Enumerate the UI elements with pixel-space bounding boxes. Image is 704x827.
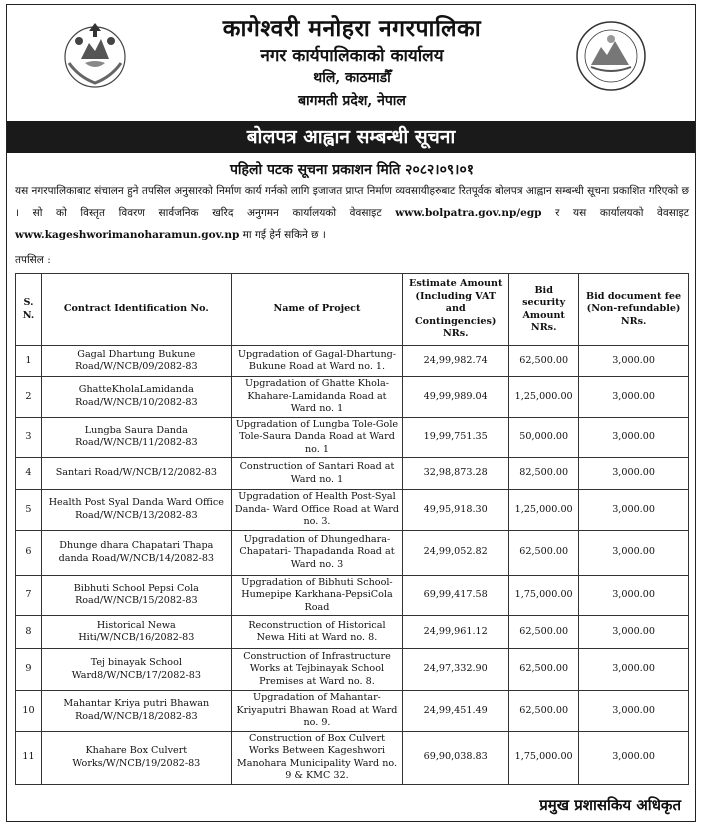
intro-paragraph [15,180,689,246]
cell-fee: 3,000.00 [579,530,689,575]
cell-contract: Santari Road/W/NCB/12/2082-83 [41,458,231,490]
office-location: थलि, काठमाडौँ [313,70,391,86]
cell-sn: 10 [16,691,42,732]
table-row [16,458,689,490]
cell-estimate: 69,99,417.58 [403,575,509,616]
cell-security: 1,25,000.00 [509,377,579,418]
cell-fee: 3,000.00 [579,417,689,458]
cell-project: Upgradation of Health Post-Syal Danda- Ward Office Road at Ward no. 3. [231,490,403,531]
cell-estimate: 24,99,451.49 [403,691,509,732]
cell-project: Upgradation of Ghatte Khola-Khahare-Lamidanda Road at Ward no. 1 [231,377,403,418]
cell-contract: Health Post Syal Danda Ward Office Road/W/NCB/13/2082-83 [41,490,231,531]
cell-estimate: 24,99,982.74 [403,346,509,377]
cell-sn: 9 [16,649,42,691]
table-row [16,530,689,575]
municipality-name: कागेश्वरी मनोहरा नगरपालिका [222,15,482,42]
cell-sn: 11 [16,731,42,784]
cell-sn: 3 [16,417,42,458]
header-project: Name of Project [231,274,403,346]
cell-security: 50,000.00 [509,417,579,458]
cell-security: 62,500.00 [509,649,579,691]
cell-sn: 8 [16,616,42,649]
schedule-label: तपसिल : [15,254,51,266]
cell-sn: 2 [16,377,42,418]
cell-sn: 1 [16,346,42,377]
cell-project: Upgradation of Bibhuti School-Humepipe Karkhana-PepsiCola Road [231,575,403,616]
office-province: बागमती प्रदेश, नेपाल [298,93,406,109]
cell-fee: 3,000.00 [579,490,689,531]
table-row [16,616,689,649]
header-estimate: Estimate Amount (Including VAT and Contingencies) NRs. [403,274,509,346]
signature-title: प्रमुख प्रशासकिय अधिकृत [539,796,681,814]
table-row [16,731,689,784]
cell-security: 82,500.00 [509,458,579,490]
cell-estimate: 49,95,918.30 [403,490,509,531]
cell-contract: Historical Newa Hiti/W/NCB/16/2082-83 [41,616,231,649]
cell-security: 62,500.00 [509,530,579,575]
table-row [16,417,689,458]
cell-sn: 6 [16,530,42,575]
cell-fee: 3,000.00 [579,377,689,418]
cell-estimate: 24,99,052.82 [403,530,509,575]
header-fee: Bid document fee (Non-refundable) NRs. [579,274,689,346]
cell-fee: 3,000.00 [579,691,689,732]
cell-contract: GhatteKholaLamidanda Road/W/NCB/10/2082-83 [41,377,231,418]
cell-security: 62,500.00 [509,616,579,649]
cell-contract: Mahantar Kriya putri Bhawan Road/W/NCB/18/2082-83 [41,691,231,732]
cell-project: Upgradation of Gagal-Dhartung-Bukune Road at Ward no. 1. [231,346,403,377]
cell-contract: Dhunge dhara Chapatari Thapa danda Road/W/NCB/14/2082-83 [41,530,231,575]
cell-fee: 3,000.00 [579,346,689,377]
header-contract: Contract Identification No. [41,274,231,346]
header-security: Bid security Amount NRs. [509,274,579,346]
cell-estimate: 19,99,751.35 [403,417,509,458]
cell-security: 62,500.00 [509,691,579,732]
cell-fee: 3,000.00 [579,616,689,649]
cell-project: Upgradation of Lungba Tole-Gole Tole-Saura Danda Road at Ward no. 1 [231,417,403,458]
cell-fee: 3,000.00 [579,575,689,616]
cell-estimate: 49,99,989.04 [403,377,509,418]
table-row [16,490,689,531]
cell-security: 1,75,000.00 [509,731,579,784]
bid-table [15,273,689,785]
intro-text-1: यस नगरपालिकाबाट संचालन हुने तपसिल अनुसारको निर्माण कार्य गर्नको लागि इजाजत प्राप्त निर्माण व्यवसायीहरुबाट रितपूर्वक बोलपत्र आह्वान सम्बन्धी सूचना प्रकाशित गरिएको छ । सो को विस्तृत विवरण सार्वजनिक खरिद अनुगमन कार्यालयको वेवसाइट [15,185,689,219]
table-row [16,575,689,616]
notice-banner: बोलपत्र आह्वान सम्बन्धी सूचना [7,121,695,153]
notice-page [6,4,696,822]
intro-text-2: र यस कार्यालयको वेवसाइट [555,207,689,219]
cell-contract: Tej binayak School Ward8/W/NCB/17/2082-83 [41,649,231,691]
cell-project: Construction of Santari Road at Ward no. 1 [231,458,403,490]
cell-fee: 3,000.00 [579,458,689,490]
cell-sn: 4 [16,458,42,490]
cell-contract: Bibhuti School Pepsi Cola Road/W/NCB/15/2082-83 [41,575,231,616]
cell-fee: 3,000.00 [579,649,689,691]
cell-estimate: 24,99,961.12 [403,616,509,649]
table-row [16,346,689,377]
cell-project: Construction of Box Culvert Works Between Kageshwori Manohara Municipality Ward no. 9 & KMC 32. [231,731,403,784]
cell-estimate: 69,90,038.83 [403,731,509,784]
cell-estimate: 32,98,873.28 [403,458,509,490]
cell-sn: 7 [16,575,42,616]
office-name: नगर कार्यपालिकाको कार्यालय [260,46,444,66]
municipality-website-link[interactable]: www.kageshworimanoharamun.gov.np [15,229,240,241]
table-header-row [16,274,689,346]
table-row [16,691,689,732]
cell-estimate: 24,97,332.90 [403,649,509,691]
cell-contract: Khahare Box Culvert Works/W/NCB/19/2082-83 [41,731,231,784]
cell-project: Upgradation of Dhungedhara-Chapatari- Thapadanda Road at Ward no. 3 [231,530,403,575]
header-sn: S. N. [16,274,42,346]
cell-security: 1,25,000.00 [509,490,579,531]
cell-contract: Gagal Dhartung Bukune Road/W/NCB/09/2082-83 [41,346,231,377]
cell-contract: Lungba Saura Danda Road/W/NCB/11/2082-83 [41,417,231,458]
cell-sn: 5 [16,490,42,531]
cell-fee: 3,000.00 [579,731,689,784]
table-row [16,649,689,691]
cell-project: Reconstruction of Historical Newa Hiti at Ward no. 8. [231,616,403,649]
cell-project: Construction of Infrastructure Works at Tejbinayak School Premises at Ward no. 8. [231,649,403,691]
egp-website-link[interactable]: www.bolpatra.gov.np/egp [395,207,542,219]
cell-project: Upgradation of Mahantar-Kriyaputri Bhawan Road at Ward no. 9. [231,691,403,732]
intro-text-3: मा गई हेर्न सकिने छ । [242,229,326,241]
publication-date: पहिलो पटक सूचना प्रकाशन मिति २०८२।०९।०१ [229,162,475,178]
cell-security: 62,500.00 [509,346,579,377]
table-row [16,377,689,418]
cell-security: 1,75,000.00 [509,575,579,616]
